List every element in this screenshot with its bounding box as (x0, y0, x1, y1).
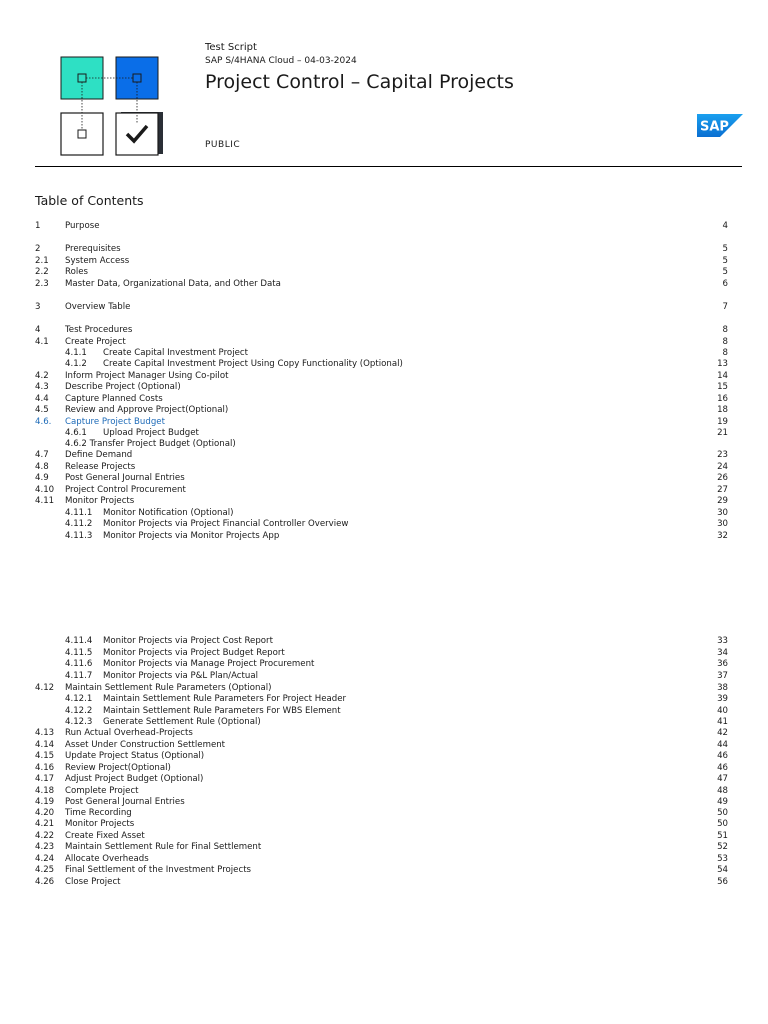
toc-entry-number: 4.19 (35, 797, 55, 807)
toc-entry-title: Review and Approve Project(Optional) (65, 405, 229, 415)
toc-entry-number: 4.4 (35, 394, 49, 404)
toc-heading: Table of Contents (35, 193, 144, 208)
toc-entry-title: Inform Project Manager Using Co-pilot (65, 371, 229, 381)
toc-entry-number: 4.3 (35, 382, 49, 392)
toc-entry-number: 2 (35, 244, 41, 254)
toc-entry-title: Close Project (65, 877, 121, 887)
toc-entry[interactable] (35, 301, 728, 313)
toc-entry[interactable] (35, 864, 728, 876)
toc-entry-number: 4.6.1 (65, 428, 87, 438)
toc-entry-number: 4.15 (35, 751, 55, 761)
toc-entry[interactable] (35, 324, 728, 336)
toc-entry-title: Master Data, Organizational Data, and Other Data (65, 279, 281, 289)
toc-entry-page: 30 (717, 508, 728, 518)
toc-entry-page: 37 (717, 671, 728, 681)
toc-entry-number: 2.1 (35, 256, 49, 266)
toc-entry-title: Monitor Projects via Project Cost Report (103, 636, 273, 646)
toc-entry-page: 18 (717, 405, 728, 415)
toc-entry-title: Test Procedures (65, 325, 133, 335)
toc-entry-page: 16 (717, 394, 728, 404)
toc-entry-page: 13 (717, 359, 728, 369)
toc-entry-page: 50 (717, 819, 728, 829)
toc-entry-title: Create Capital Investment Project Using Copy Functionality (Optional) (103, 359, 403, 369)
toc-entry-number: 1 (35, 221, 41, 231)
toc-entry-number: 4.1.1 (65, 348, 87, 358)
toc-entry-number: 4.1.2 (65, 359, 87, 369)
toc-entry-page: 47 (717, 774, 728, 784)
toc-entry-number: 4.21 (35, 819, 55, 829)
toc-entry[interactable] (35, 381, 728, 393)
toc-entry-number: 4.7 (35, 450, 49, 460)
toc-entry-number: 4.13 (35, 728, 55, 738)
toc-entry-number: 4.12.1 (65, 694, 93, 704)
toc-entry-title: Monitor Projects via Project Budget Report (103, 648, 285, 658)
toc-entry-title: Purpose (65, 221, 100, 231)
toc-entry-number: 4.18 (35, 786, 55, 796)
toc-entry-page: 39 (717, 694, 728, 704)
toc-entry-page: 6 (722, 279, 728, 289)
toc-entry[interactable] (35, 220, 728, 232)
toc-entry-page: 54 (717, 865, 728, 875)
toc-entry-page: 36 (717, 659, 728, 669)
toc-entry-number: 2.3 (35, 279, 49, 289)
toc-entry-title: Capture Planned Costs (65, 394, 163, 404)
toc-entry-title: Post General Journal Entries (65, 797, 185, 807)
document-subtitle: SAP S/4HANA Cloud – 04-03-2024 (205, 56, 357, 66)
toc-entry[interactable] (35, 670, 728, 682)
toc-entry-number: 4.17 (35, 774, 55, 784)
toc-entry-title: Time Recording (65, 808, 132, 818)
toc-entry-title: Monitor Projects via P&L Plan/Actual (103, 671, 258, 681)
toc-entry-page: 5 (722, 256, 728, 266)
toc-entry-title: Complete Project (65, 786, 139, 796)
toc-entry-page: 56 (717, 877, 728, 887)
toc-entry-number: 2.2 (35, 267, 49, 277)
toc-entry-number: 4.11.4 (65, 636, 93, 646)
toc-entry-page: 24 (717, 462, 728, 472)
toc-entry-title: Roles (65, 267, 88, 277)
toc-entry-title: Create Project (65, 337, 126, 347)
toc-entry-page: 27 (717, 485, 728, 495)
toc-entry-title: Define Demand (65, 450, 133, 460)
toc-entry-number: 4.22 (35, 831, 55, 841)
toc-entry-number: 4.5 (35, 405, 49, 415)
toc-entry[interactable] (35, 841, 728, 853)
toc-entry-number: 4.12.3 (65, 717, 93, 727)
toc-entry[interactable] (35, 495, 728, 507)
toc-entry[interactable] (35, 773, 728, 785)
toc-entry-page: 19 (717, 417, 728, 427)
toc-entry-page: 8 (722, 325, 728, 335)
toc-entry-page: 40 (717, 706, 728, 716)
toc-entry-page: 51 (717, 831, 728, 841)
toc-entry-number: 4.24 (35, 854, 55, 864)
toc-entry-number: 4.6. (35, 417, 52, 427)
toc-entry-number: 4.10 (35, 485, 55, 495)
toc-entry-number: 4.16 (35, 763, 55, 773)
toc-entry-page: 46 (717, 751, 728, 761)
toc-entry-number: 3 (35, 302, 41, 312)
toc-entry-page: 26 (717, 473, 728, 483)
toc-entry-page: 21 (717, 428, 728, 438)
toc-entry-number: 4.8 (35, 462, 49, 472)
toc-entry-page: 34 (717, 648, 728, 658)
toc-entry[interactable] (35, 266, 728, 278)
toc-entry-title: Describe Project (Optional) (65, 382, 181, 392)
toc-entry-title: Upload Project Budget (103, 428, 199, 438)
toc-entry-title: Generate Settlement Rule (Optional) (103, 717, 261, 727)
toc-entry[interactable] (35, 243, 728, 255)
toc-entry-number: 4.26 (35, 877, 55, 887)
toc-entry-number: 4.1 (35, 337, 49, 347)
toc-entry-title: Post General Journal Entries (65, 473, 185, 483)
toc-entry-title: Monitor Projects via Monitor Projects App (103, 531, 280, 541)
toc-entry-number: 4.11.7 (65, 671, 93, 681)
toc-entry-title: Monitor Projects (65, 496, 135, 506)
toc-entry[interactable] (35, 518, 728, 530)
toc-entry-page: 5 (722, 244, 728, 254)
toc-entry-title: Final Settlement of the Investment Projects (65, 865, 252, 875)
toc-entry-title: Maintain Settlement Rule Parameters For Project Header (103, 694, 347, 704)
toc-entry-page: 42 (717, 728, 728, 738)
toc-entry-title: Asset Under Construction Settlement (65, 740, 226, 750)
toc-entry[interactable] (35, 658, 728, 670)
toc-entry[interactable] (35, 635, 728, 647)
toc-entry[interactable] (35, 693, 728, 705)
document-type: Test Script (205, 42, 257, 53)
toc-entry-title: Monitor Projects (65, 819, 135, 829)
toc-entry-title: System Access (65, 256, 130, 266)
toc-entry-title: Monitor Projects via Project Financial Controller Overview (103, 519, 349, 529)
toc-entry-page: 49 (717, 797, 728, 807)
toc-entry-page: 14 (717, 371, 728, 381)
toc-entry-title: Review Project(Optional) (65, 763, 171, 773)
toc-entry-title: Monitor Notification (Optional) (103, 508, 234, 518)
toc-entry[interactable] (35, 278, 728, 290)
toc-entry-page: 33 (717, 636, 728, 646)
toc-entry-title: Monitor Projects via Manage Project Procurement (103, 659, 315, 669)
toc-entry[interactable] (35, 530, 728, 542)
toc-entry-title: Project Control Procurement (65, 485, 186, 495)
toc-entry-page: 8 (722, 348, 728, 358)
svg-text:SAP: SAP (700, 119, 729, 135)
toc-entry-number: 4.20 (35, 808, 55, 818)
toc-entry-title: Adjust Project Budget (Optional) (65, 774, 204, 784)
toc-entry-page: 7 (722, 302, 728, 312)
toc-entry-number: 4.2 (35, 371, 49, 381)
toc-entry-number: 4 (35, 325, 41, 335)
toc-entry[interactable] (35, 358, 728, 370)
toc-entry-page: 29 (717, 496, 728, 506)
toc-entry-title: Maintain Settlement Rule Parameters For WBS Element (103, 706, 341, 716)
toc-entry[interactable] (35, 727, 728, 739)
toc-entry-number: 4.11.2 (65, 519, 93, 529)
toc-entry[interactable] (35, 750, 728, 762)
toc-entry-page: 23 (717, 450, 728, 460)
toc-entry-number: 4.23 (35, 842, 55, 852)
toc-entry-number: 4.9 (35, 473, 49, 483)
toc-entry-title: Prerequisites (65, 244, 121, 254)
toc-entry-title: Create Capital Investment Project (103, 348, 248, 358)
toc-entry-title: 4.6.2 Transfer Project Budget (Optional) (65, 439, 236, 449)
toc-entry-page: 52 (717, 842, 728, 852)
toc-entry[interactable] (35, 449, 728, 461)
toc-entry-page: 4 (722, 221, 728, 231)
toc-entry-number: 4.14 (35, 740, 55, 750)
toc-entry-title: Allocate Overheads (65, 854, 149, 864)
toc-entry[interactable] (35, 404, 728, 416)
toc-entry-number: 4.12.2 (65, 706, 93, 716)
toc-entry-page: 53 (717, 854, 728, 864)
toc-entry[interactable] (35, 876, 728, 888)
toc-entry-title: Capture Project Budget (65, 417, 165, 427)
toc-entry-number: 4.11 (35, 496, 55, 506)
toc-entry-page: 15 (717, 382, 728, 392)
classification-label: PUBLIC (205, 140, 241, 150)
toc-entry-page: 44 (717, 740, 728, 750)
toc-entry[interactable] (35, 818, 728, 830)
toc-entry-page: 48 (717, 786, 728, 796)
toc-entry-title: Overview Table (65, 302, 131, 312)
toc-entry-number: 4.12 (35, 683, 55, 693)
toc-entry-page: 46 (717, 763, 728, 773)
document-title: Project Control – Capital Projects (205, 71, 514, 93)
toc-entry-page: 8 (722, 337, 728, 347)
toc-entry-number: 4.11.3 (65, 531, 93, 541)
toc-entry-title: Update Project Status (Optional) (65, 751, 205, 761)
toc-entry-page: 41 (717, 717, 728, 727)
toc-entry-title: Maintain Settlement Rule for Final Settlement (65, 842, 262, 852)
toc-entry-page: 30 (717, 519, 728, 529)
toc-entry-title: Maintain Settlement Rule Parameters (Optional) (65, 683, 272, 693)
toc-entry-page: 32 (717, 531, 728, 541)
toc-entry-number: 4.25 (35, 865, 55, 875)
toc-entry-page: 50 (717, 808, 728, 818)
toc-entry-number: 4.11.5 (65, 648, 93, 658)
toc-entry-title: Release Projects (65, 462, 136, 472)
toc-entry-page: 5 (722, 267, 728, 277)
toc-entry-title: Create Fixed Asset (65, 831, 145, 841)
toc-entry[interactable] (35, 472, 728, 484)
toc-entry-number: 4.11.1 (65, 508, 93, 518)
toc-entry-page: 38 (717, 683, 728, 693)
toc-entry-number: 4.11.6 (65, 659, 93, 669)
toc-entry-title: Run Actual Overhead-Projects (65, 728, 193, 738)
